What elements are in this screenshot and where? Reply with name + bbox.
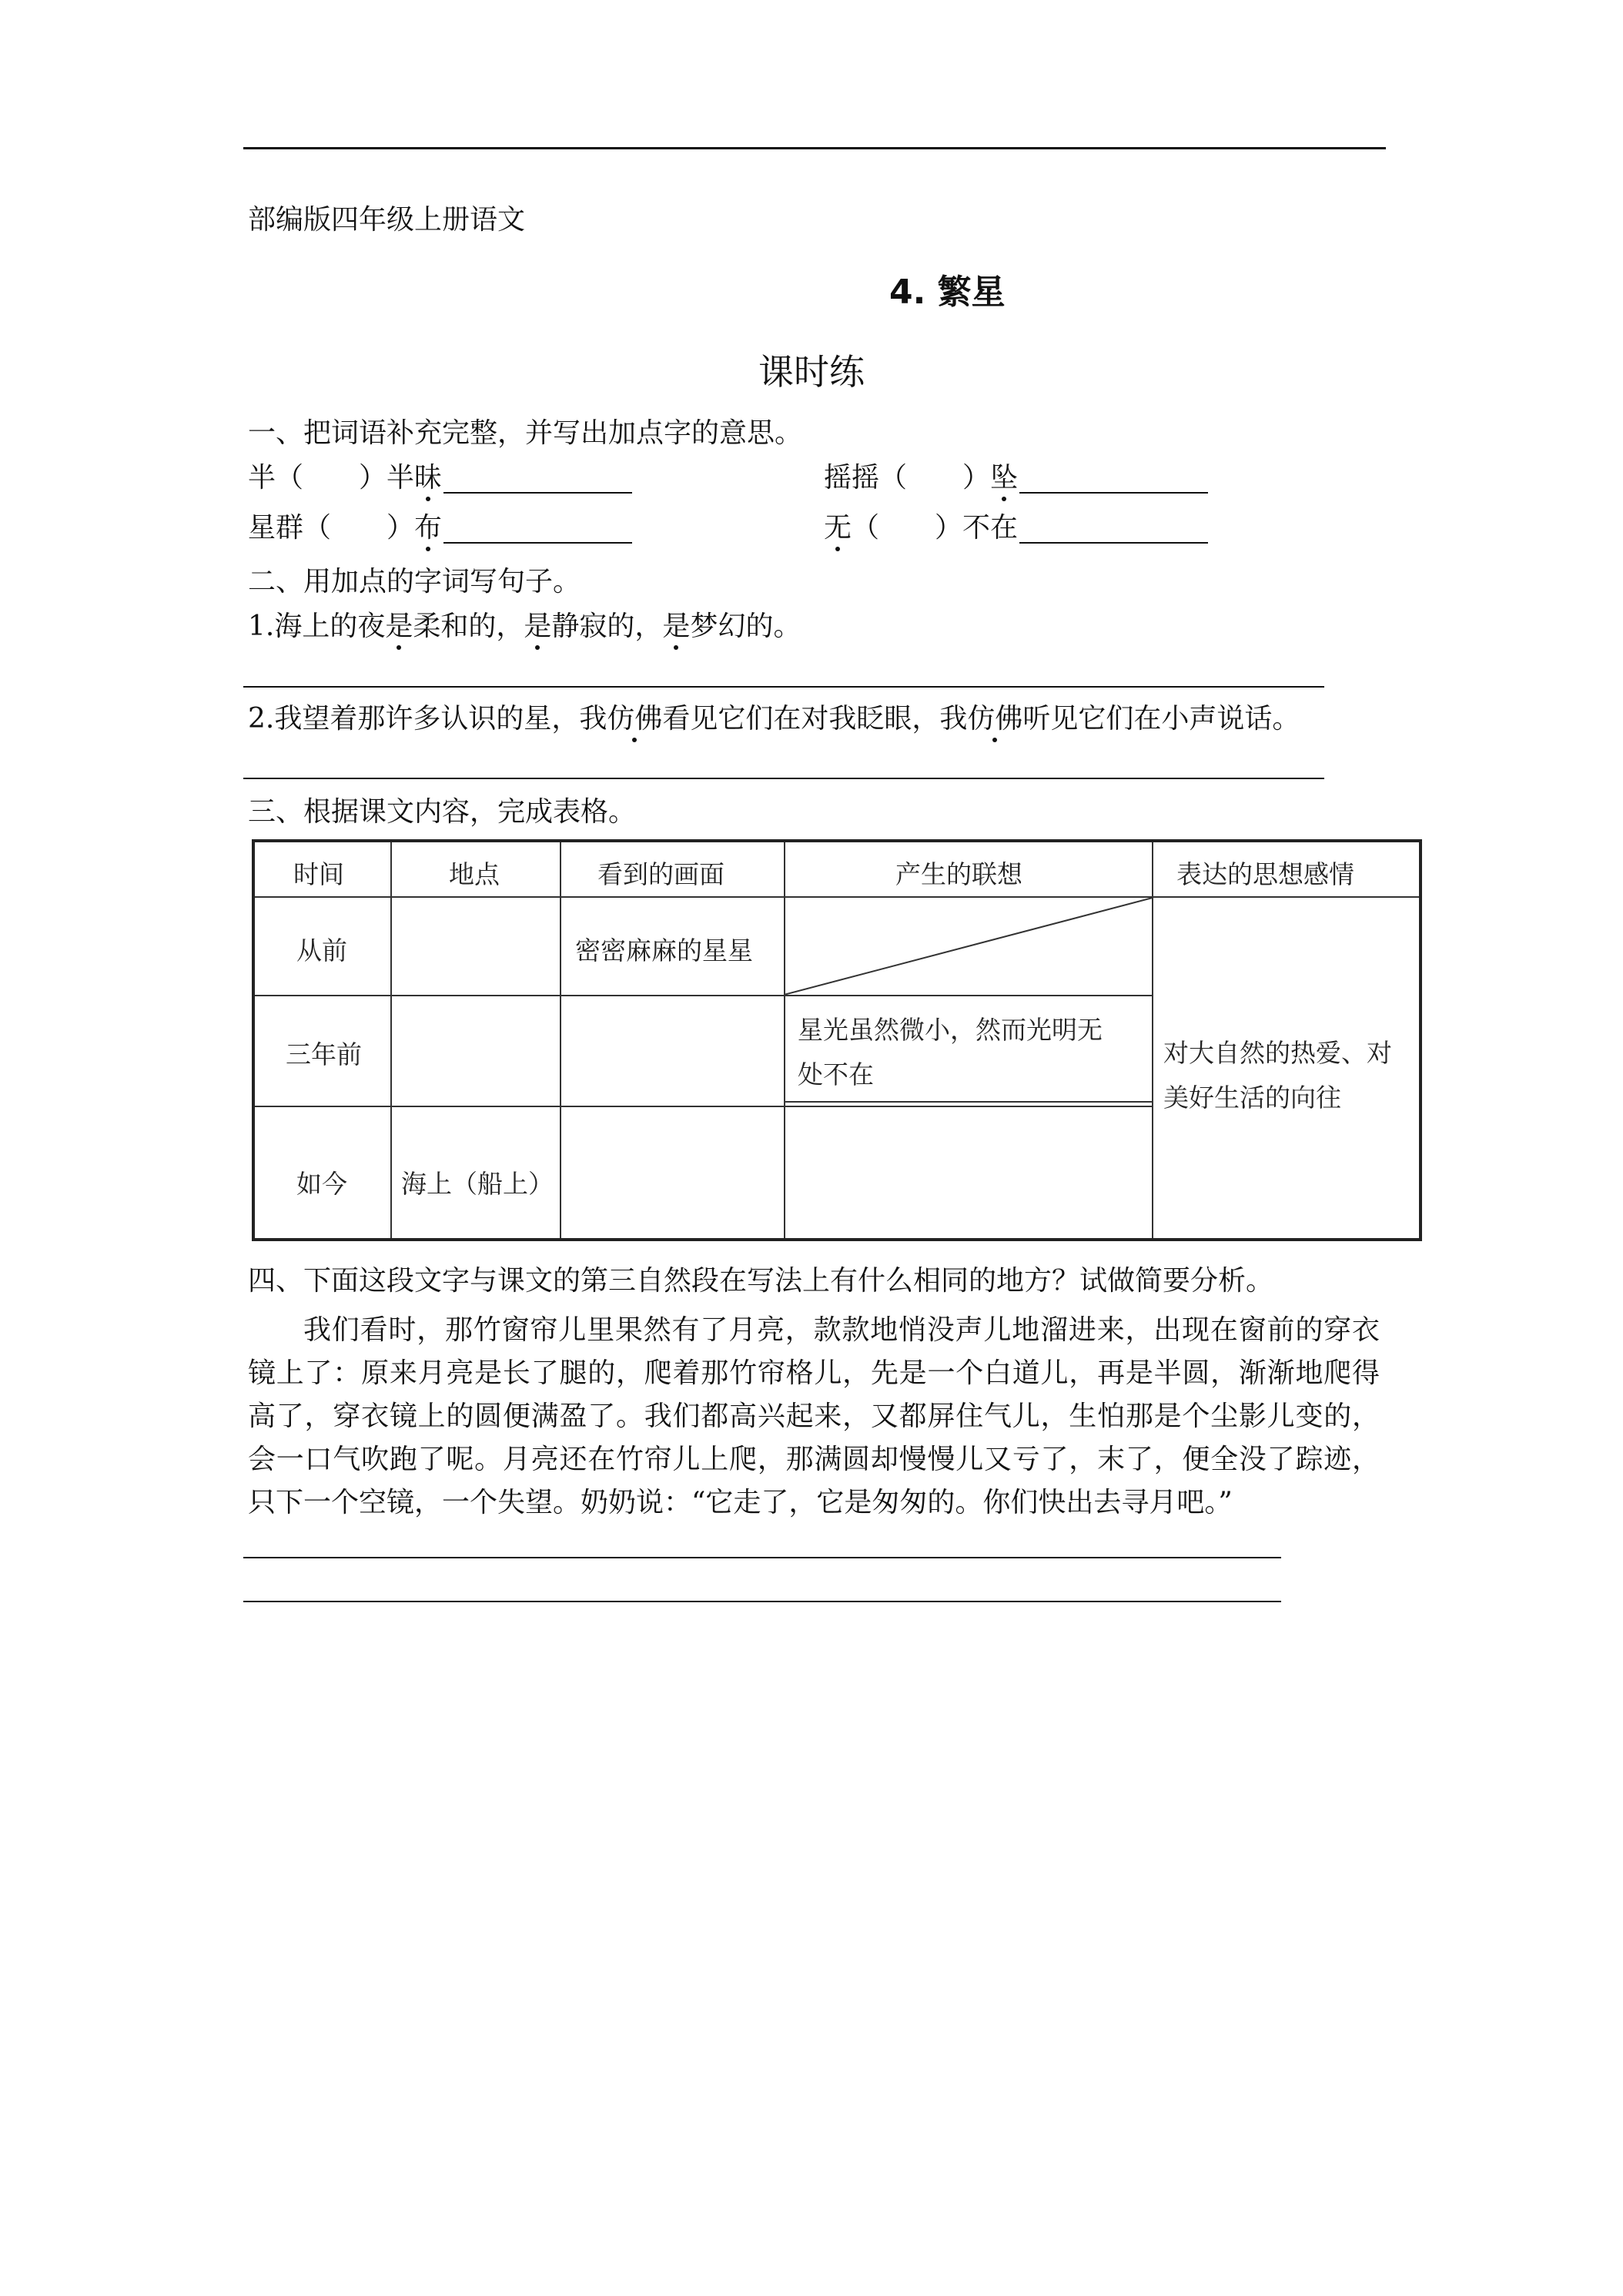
word-item-2-pre: 摇摇（ ） [824,462,991,494]
table-hline [255,1106,1153,1107]
feeling-line2: 美好生活的向往 [1163,1083,1341,1113]
page-title: 4. 繁星 [889,273,1006,312]
table-vline [390,842,392,1238]
summary-table [252,839,1422,1241]
dotted-char: 是 [524,611,552,642]
sentence-text: 梦幻的。 [690,611,801,642]
word-item-2 [824,463,1208,494]
dotted-word: 仿佛 [607,703,663,735]
row2-time: 三年前 [286,1039,362,1069]
header-place: 地点 [449,859,500,889]
dotted-char: 是 [662,611,691,642]
feeling-line1: 对大自然的热爱、对 [1163,1038,1392,1068]
sentence-text: 听见它们在小声说话。 [1022,703,1300,735]
row1-scene: 密密麻麻的星星 [575,935,753,966]
header-feeling: 表达的思想感情 [1176,859,1354,889]
section4-heading: 四、下面这段文字与课文的第三自然段在写法上有什么相同的地方？试做简要分析。 [248,1265,1274,1297]
dotted-char: 昧 [414,462,443,494]
sentence-text: 静寂的， [551,611,663,642]
word-item-4 [824,513,1208,544]
table-hline [784,1101,1153,1103]
reading-passage: 我们看时，那竹窗帘儿里果然有了月亮，款款地悄没声儿地溜进来，出现在窗前的穿衣镜上了：原来月亮是长了腿的，爬着那竹帘格儿，先是一个白道儿，再是半圆，渐渐地爬得高了，穿衣镜上的圆便满盈了。我们都高兴起来，又都屏住气儿，生怕那是个尘影儿变的，会一口气吹跑了呢。月亮还在竹帘儿上爬，那满圆却慢慢儿又亏了，末了，便全没了踪迹，只下一个空镜，一个失望。奶奶说：“它走了，它是匆匆的。你们快出去寻月吧。” [248,1314,1380,1518]
page-subtitle: 课时练 [758,351,865,393]
answer-line[interactable] [243,778,1324,779]
answer-blank[interactable] [1019,519,1208,544]
row2-assoc-line1: 星光虽然微小，然而光明无 [798,1015,1103,1045]
section1-heading: 一、把词语补充完整，并写出加点字的意思。 [248,417,803,449]
sentence-1 [248,611,801,642]
header-time: 时间 [293,859,344,889]
section3-heading: 三、根据课文内容，完成表格。 [248,796,637,828]
dotted-char: 坠 [990,462,1019,494]
row1-time: 从前 [296,935,347,966]
top-rule [243,147,1386,149]
word-item-1 [248,463,632,494]
row3-place: 海上（船上） [401,1169,554,1199]
answer-blank[interactable] [443,519,632,544]
header-scene: 看到的画面 [597,859,724,889]
dotted-char: 是 [385,611,413,642]
word-item-4-post: （ ）不在 [852,512,1019,544]
diagonal-line [784,896,1153,996]
sentence-text: 看见它们在对我眨眼，我 [662,703,968,735]
table-vline [560,842,561,1238]
sentence-text: 2.我望着那许多认识的星，我 [248,703,607,735]
answer-blank[interactable] [1019,469,1208,494]
row3-time: 如今 [296,1169,347,1199]
sentence-text: 柔和的， [413,611,524,642]
section2-heading: 二、用加点的字词写句子。 [248,566,581,597]
publisher-line: 部编版四年级上册语文 [248,204,526,236]
sentence-text: 1.海上的夜 [248,611,386,642]
header-association: 产生的联想 [895,859,1022,889]
word-item-1-pre: 半（ ）半 [248,462,415,494]
word-item-3-pre: 星群（ ） [248,512,415,544]
row2-assoc-line2: 处不在 [798,1059,874,1089]
dotted-char: 无 [824,512,852,544]
sentence-2 [248,704,1300,735]
dotted-char: 布 [414,512,443,544]
dotted-word: 仿佛 [967,703,1023,735]
word-item-3 [248,513,632,544]
answer-blank[interactable] [443,469,632,494]
answer-line[interactable] [243,686,1324,688]
answer-line[interactable] [243,1557,1281,1558]
answer-line[interactable] [243,1601,1281,1602]
